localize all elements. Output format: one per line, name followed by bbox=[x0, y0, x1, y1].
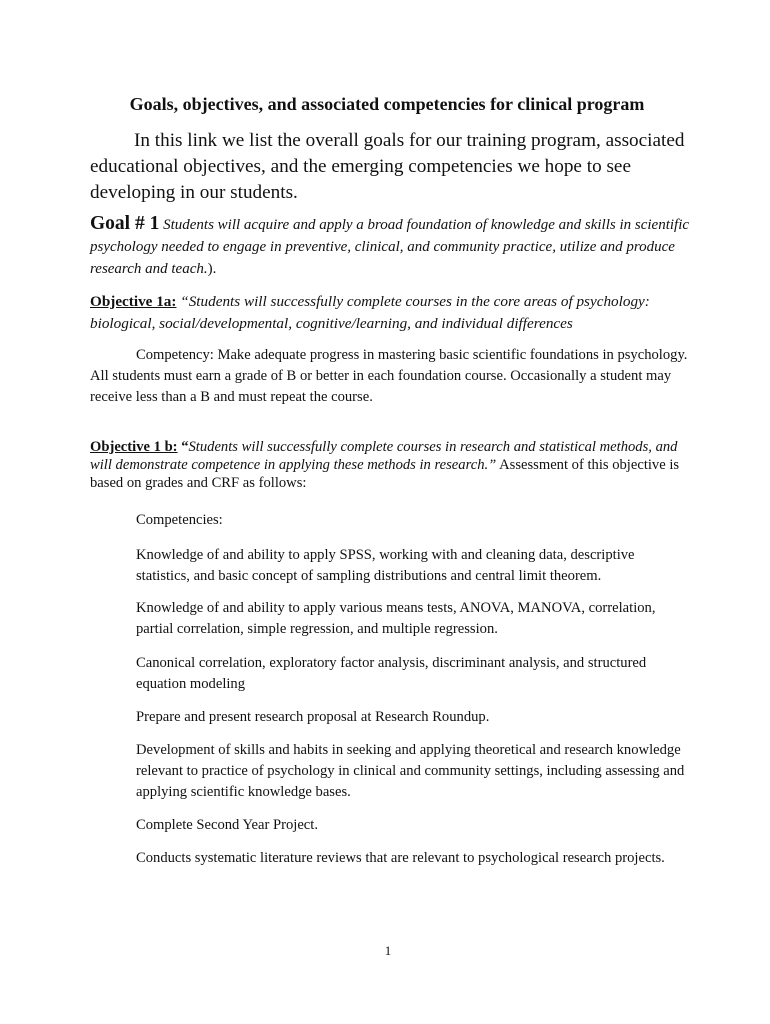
goal-1-paragraph bbox=[90, 213, 690, 280]
objective-1b-assessment: Assessment of this objective is based on grades and CRF as follows: bbox=[90, 457, 680, 491]
objective-1a-text: “Students will successfully complete courses in the core areas of psychology: biological, social/developmental, cognitive/learning, and individual differences bbox=[90, 293, 650, 332]
goal-1-text: Students will acquire and apply a broad foundation of knowledge and skills in scientific psychology needed to engage in preventive, clinical, and community practice, utilize and produce research and teach. bbox=[90, 217, 690, 277]
objective-1b-paragraph bbox=[90, 438, 690, 492]
objective-1b-label: Objective 1 b: bbox=[90, 439, 178, 455]
objective-1b-text: Students will successfully complete courses in research and statistical methods, and will demonstrate competence in applying these methods in research.” bbox=[90, 439, 678, 473]
objective-1a-competency: Competency: Make adequate progress in mastering basic scientific foundations in psychology. All students must earn a grade of B or better in each foundation course. Occasionally a student may receive less than a B and must repeat the course. bbox=[90, 347, 688, 405]
competency-item-spss: Knowledge of and ability to apply SPSS, working with and cleaning data, descriptive statistics, and basic concept of sampling distributions and central limit theorem. bbox=[136, 547, 635, 584]
objective-1a-label: Objective 1a: bbox=[90, 293, 177, 310]
competency-item-multivariate: Canonical correlation, exploratory factor analysis, discriminant analysis, and structured equation modeling bbox=[136, 655, 647, 692]
competency-item-skills-habits: Development of skills and habits in seeking and applying theoretical and research knowledge relevant to practice of psychology in clinical and community settings, including assessing and applying scientific knowledge bases. bbox=[136, 742, 685, 800]
page-number: 1 bbox=[384, 943, 392, 958]
competency-item-literature-reviews: Conducts systematic literature reviews that are relevant to psychological research projects. bbox=[136, 850, 665, 866]
competencies-heading: Competencies: bbox=[136, 512, 223, 528]
objective-1a-paragraph bbox=[90, 291, 690, 335]
goal-1-trailing: ). bbox=[207, 261, 217, 277]
document-title: Goals, objectives, and associated competencies for clinical program bbox=[129, 94, 645, 114]
goal-1-label: Goal # 1 bbox=[90, 213, 160, 234]
objective-1b-open-quote: “ bbox=[181, 439, 189, 455]
competency-item-second-year-project: Complete Second Year Project. bbox=[136, 817, 318, 833]
competency-item-means-tests: Knowledge of and ability to apply various means tests, ANOVA, MANOVA, correlation, partial correlation, simple regression, and multiple regression. bbox=[136, 600, 656, 637]
competency-item-research-proposal: Prepare and present research proposal at Research Roundup. bbox=[136, 709, 490, 725]
intro-paragraph: In this link we list the overall goals for our training program, associated educational objectives, and the emerging competencies we hope to see developing in our students. bbox=[90, 130, 685, 203]
